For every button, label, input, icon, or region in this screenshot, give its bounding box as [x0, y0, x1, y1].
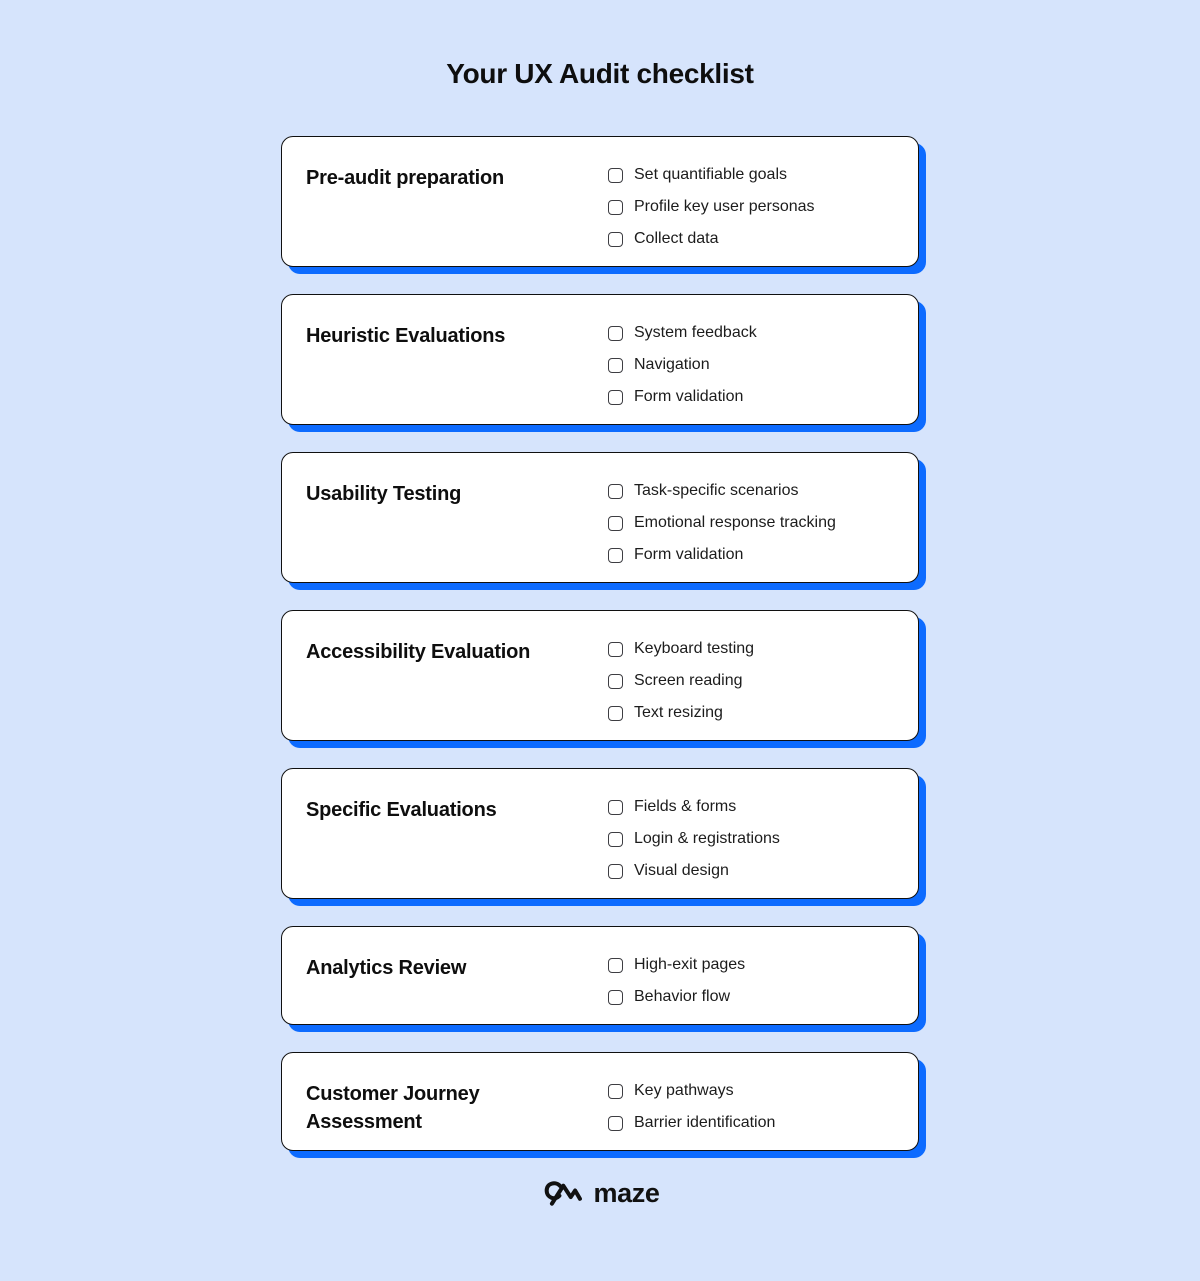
- card-title: Customer Journey Assessment: [306, 1083, 480, 1133]
- checklist-item: [608, 672, 754, 690]
- checkbox[interactable]: [608, 706, 623, 721]
- checkbox[interactable]: [608, 548, 623, 563]
- card-usability-testing: [281, 452, 919, 583]
- checklist-item-label: Navigation: [634, 356, 710, 373]
- card-title: Usability Testing: [306, 483, 462, 505]
- brand-name: maze: [593, 1178, 660, 1208]
- checklist-item-label: Fields & forms: [634, 798, 737, 815]
- checkbox[interactable]: [608, 484, 623, 499]
- checklist-item: [608, 166, 815, 184]
- checkbox[interactable]: [608, 990, 623, 1005]
- checklist-item-label: Set quantifiable goals: [634, 166, 787, 183]
- card-pre-audit-preparation: [281, 136, 919, 267]
- card-customer-journey-assessment: [281, 1052, 919, 1151]
- checklist-item: [608, 956, 745, 974]
- card-title: Analytics Review: [306, 957, 467, 979]
- checkbox[interactable]: [608, 168, 623, 183]
- checklist-item-label: Screen reading: [634, 672, 743, 689]
- checklist-item-label: Collect data: [634, 230, 719, 247]
- card-items: [608, 480, 836, 578]
- checklist-item: [608, 324, 757, 342]
- checklist-cards: [281, 136, 919, 1151]
- checklist-item: [608, 388, 757, 406]
- card-analytics-review: [281, 926, 919, 1025]
- checklist-item-label: Key pathways: [634, 1082, 734, 1099]
- page-title: Your UX Audit checklist: [446, 58, 754, 89]
- checklist-item-label: Barrier identification: [634, 1114, 776, 1131]
- checklist-item: [608, 198, 815, 216]
- checklist-item: [608, 230, 815, 248]
- footer-brand: [0, 1178, 1200, 1209]
- checklist-item-label: Behavior flow: [634, 988, 731, 1005]
- checklist-item-label: Profile key user personas: [634, 198, 815, 215]
- card-specific-evaluations: [281, 768, 919, 899]
- checklist-item-label: Task-specific scenarios: [634, 482, 799, 499]
- card-accessibility-evaluation: [281, 610, 919, 741]
- checklist-item: [608, 862, 780, 880]
- checkbox[interactable]: [608, 674, 623, 689]
- checklist-item-label: Keyboard testing: [634, 640, 755, 657]
- checklist-item: [608, 704, 754, 722]
- checklist-item-label: Text resizing: [634, 704, 723, 721]
- checkbox[interactable]: [608, 1084, 623, 1099]
- checkbox[interactable]: [608, 864, 623, 879]
- card-title: Pre-audit preparation: [306, 167, 505, 189]
- card-title: Specific Evaluations: [306, 799, 497, 821]
- card-items: [608, 322, 757, 420]
- checklist-item-label: Login & registrations: [634, 830, 780, 847]
- card-heuristic-evaluations: [281, 294, 919, 425]
- checkbox[interactable]: [608, 800, 623, 815]
- checklist-item-label: High-exit pages: [634, 956, 746, 973]
- checkbox[interactable]: [608, 358, 623, 373]
- card-title: Accessibility Evaluation: [306, 641, 531, 663]
- checklist-item: [608, 988, 745, 1006]
- checklist-item: [608, 546, 836, 564]
- checkbox[interactable]: [608, 390, 623, 405]
- checklist-item: [608, 514, 836, 532]
- checklist-item-label: Form validation: [634, 388, 744, 405]
- card-items: [608, 638, 754, 736]
- checklist-item: [608, 482, 836, 500]
- checklist-item-label: System feedback: [634, 324, 757, 341]
- checklist-item-label: Emotional response tracking: [634, 514, 836, 531]
- card-items: [608, 796, 780, 894]
- checkbox[interactable]: [608, 232, 623, 247]
- checkbox[interactable]: [608, 200, 623, 215]
- checkbox[interactable]: [608, 642, 623, 657]
- checklist-item: [608, 1114, 775, 1132]
- checklist-item-label: Visual design: [634, 862, 729, 879]
- checklist-item: [608, 798, 780, 816]
- card-items: [608, 954, 745, 1020]
- checkbox[interactable]: [608, 1116, 623, 1131]
- maze-logo-icon: [541, 1179, 583, 1209]
- checklist-item-label: Form validation: [634, 546, 744, 563]
- card-title: Heuristic Evaluations: [306, 325, 506, 347]
- checklist-item: [608, 356, 757, 374]
- checkbox[interactable]: [608, 326, 623, 341]
- checklist-item: [608, 830, 780, 848]
- checkbox[interactable]: [608, 516, 623, 531]
- card-items: [608, 164, 815, 262]
- card-items: [608, 1080, 775, 1146]
- checklist-item: [608, 1082, 775, 1100]
- checkbox[interactable]: [608, 958, 623, 973]
- checkbox[interactable]: [608, 832, 623, 847]
- checklist-item: [608, 640, 754, 658]
